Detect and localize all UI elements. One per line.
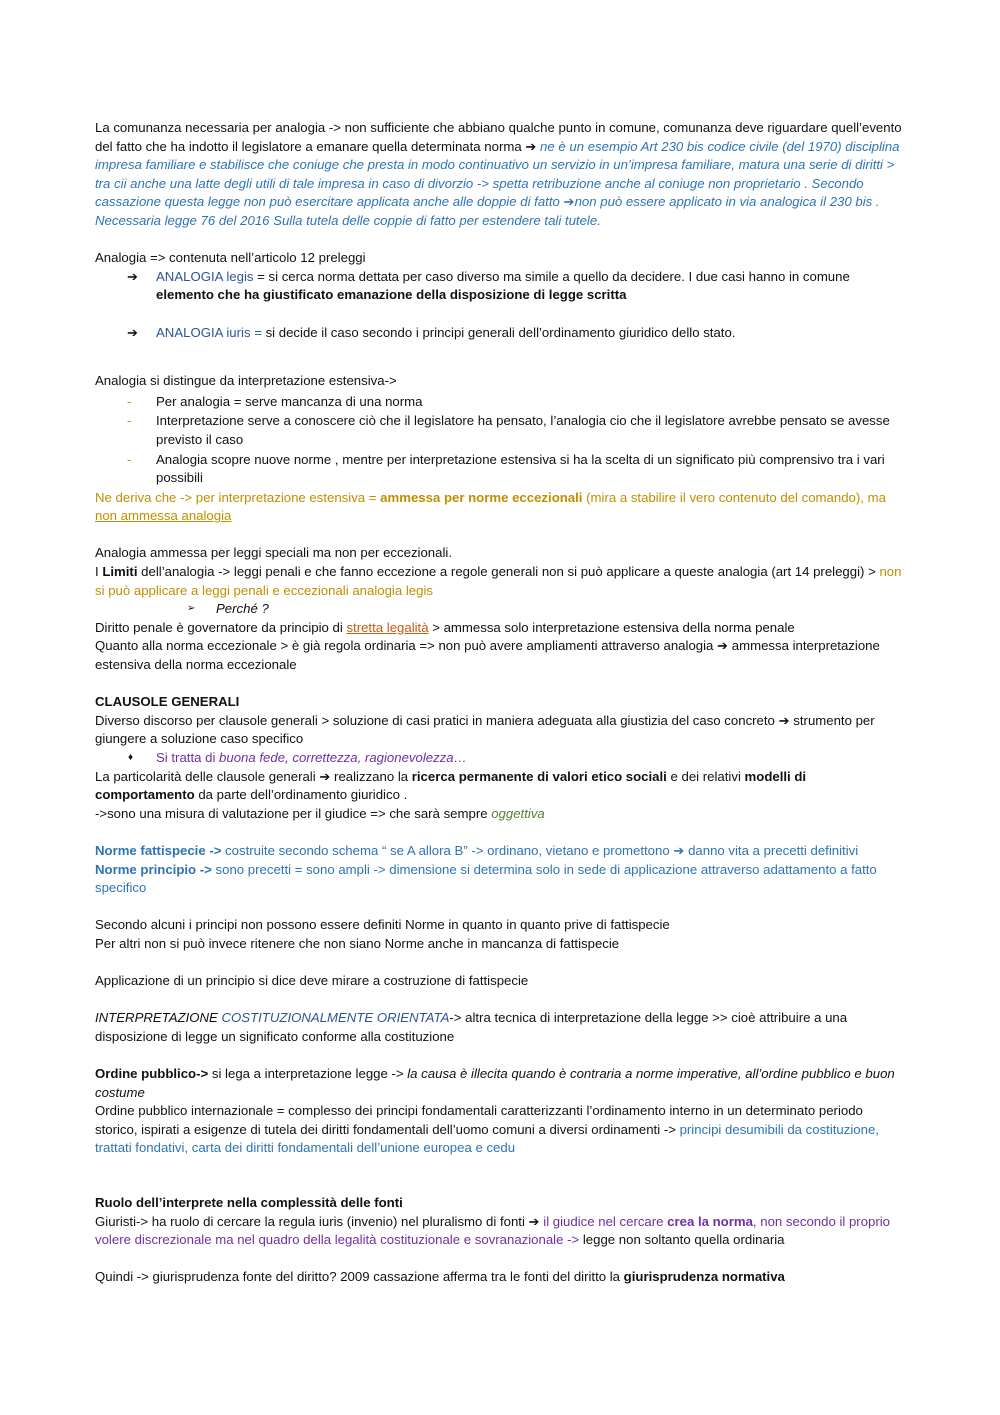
penale-paragraph <box>95 619 907 638</box>
analogia-intro: Analogia => contenuta nell’articolo 12 preleggi <box>95 250 366 266</box>
paragraph-comunanza <box>95 119 907 231</box>
bold-text: crea la norma <box>667 1213 753 1229</box>
applicazione-line: Applicazione di un principio si dice deve mirare a costruzione di fattispecie <box>95 973 529 989</box>
secondo-alcuni-line: Secondo alcuni i principi non possono essere definiti Norme in quanto in quanto prive di fattispecie <box>95 917 670 933</box>
arrowhead-bullet-icon: ➢ <box>187 603 196 615</box>
arrow-icon: ➔ <box>717 638 729 654</box>
example-text: non può essere applicato in via analogica il 230 bis . Necessaria legge 76 del 2016 Sulla tutela delle coppie di fatto per estendere tali tutele. <box>95 194 880 228</box>
text: costruite secondo schema “ se A allora B” -> ordinano, vietano e promettono <box>221 842 674 858</box>
term: ANALOGIA legis <box>156 268 254 284</box>
text: -> altra tecnica di interpretazione della legge >> cioè attribuire a una disposizione di legge un significato conforme alla costituzione <box>95 1010 848 1044</box>
text: legge non soltanto quella ordinaria <box>582 1232 785 1248</box>
diamond-bullet-icon: ♦ <box>128 752 134 763</box>
text: strumento per giungere a soluzione caso specifico <box>95 712 875 747</box>
text: La comunanza necessaria per analogia -> non sufficiente che abbiano qualche punto in comune, comunanza deve riguardare quell’evento del fatto che ha indotto il legislatore a emanare quella determinata norma <box>95 120 902 154</box>
italic-text: buona fede, correttezza, ragionevolezza… <box>219 750 467 765</box>
bold-text: ammessa per norme eccezionali <box>380 489 583 505</box>
interpretazione-paragraph <box>95 1009 907 1046</box>
quindi-paragraph <box>95 1268 907 1287</box>
term: ANALOGIA iuris = <box>156 324 262 340</box>
distingue-intro: Analogia si distingue da interpretazione estensiva-> <box>95 373 397 389</box>
text: , non secondo il proprio volere discrezionale ma nel quadro della legalità costituzionale e sovranazionale -> <box>95 1213 891 1248</box>
highlight-text: non si può applicare a leggi penali e eccezionali analogia legis <box>95 564 902 598</box>
text: Ne deriva che -> per interpretazione estensiva = <box>95 489 381 505</box>
text: si lega a interpretazione legge -> <box>208 1066 408 1082</box>
bold-text: Limiti <box>102 564 138 580</box>
ruolo-paragraph <box>95 1213 907 1250</box>
bold-term: Norme principio -> <box>95 861 212 877</box>
text: dell’analogia -> leggi penali e che fanno eccezione a regole generali non si può applicare a queste analogia (art 14 preleggi) > <box>137 564 880 580</box>
dash-bullet: - <box>127 451 132 467</box>
arrow-icon: ➔ <box>778 712 790 728</box>
limiti-paragraph <box>95 563 907 600</box>
text: Giuristi-> ha ruolo di cercare la regula iuris (invenio) nel pluralismo di fonti <box>95 1213 529 1229</box>
text: ->sono una misura di valutazione per il giudice => che sarà sempre <box>95 805 492 821</box>
text: Perché ? <box>216 601 269 617</box>
text: ammessa interpretazione estensiva della norma eccezionale <box>95 638 880 673</box>
list-item-perche <box>95 600 907 619</box>
text: Interpretazione serve a conoscere ciò che il legislatore ha pensato, l’analogia cio che il legislatore avrebbe pensato se avesse previsto il caso <box>156 413 890 447</box>
bold-term: Norme fattispecie -> <box>95 842 222 858</box>
section-title-clausole <box>95 693 907 712</box>
list-item-buona-fede <box>95 749 907 768</box>
text: Si tratta di <box>156 750 220 765</box>
clausole-paragraph <box>95 712 907 749</box>
document-page <box>95 119 907 1287</box>
conclusion-paragraph <box>95 489 907 526</box>
example-text: ne è un esempio Art 230 bis codice civile (del 1970) disciplina impresa familiare e stabilisce che coniuge che presta in modo continuativo un servizio in un’impresa familiare, matura una serie di diritti > tra cii anche una latte degli utili di tale impresa in caso di divorzio -> spetta retribuzione anche al coniuge non proprietario . Secondo cassazione questa legge non può esercitare applicata anche alle doppie di fatto <box>95 138 900 210</box>
per-altri-line: Per altri non si può invece ritenere che non siano Norme anche in mancanza di fattispecie <box>95 935 620 951</box>
bold-text: modelli di comportamento <box>95 768 807 803</box>
list-item-analogia-iuris <box>95 324 907 343</box>
arrow-icon: ➔ <box>673 842 685 858</box>
ordine-pubblico-paragraph <box>95 1065 907 1102</box>
arrow-icon: ➔ <box>563 194 575 210</box>
text: sono precetti = sono ampli -> dimensione si determina solo in sede di applicazione attraverso adattamento a fatto specifico <box>95 861 877 896</box>
dash-bullet: - <box>127 413 132 429</box>
highlight-text: principi desumibili da costituzione, trattati fondativi, carta dei diritti fondamentali dell’unione europea e cedu <box>95 1121 879 1156</box>
list-item-analogia-legis <box>95 268 907 305</box>
text: il giudice nel cercare <box>539 1213 668 1229</box>
text: Diritto penale è governatore da principio di <box>95 619 347 635</box>
text: Quindi -> giurisprudenza fonte del diritto? 2009 cassazione afferma tra le fonti del diritto la <box>95 1269 624 1285</box>
misura-paragraph <box>95 805 907 824</box>
text: I <box>95 564 103 580</box>
arrow-icon: ➔ <box>127 324 139 340</box>
norme-fattispecie-paragraph <box>95 842 907 861</box>
text: realizzano la <box>330 768 412 784</box>
text: > ammessa solo interpretazione estensiva della norma penale <box>428 619 795 635</box>
text: e dei relativi <box>666 768 745 784</box>
ordine-internazionale-paragraph <box>95 1102 907 1158</box>
heading: CLAUSOLE GENERALI <box>95 694 240 710</box>
text: da parte dell’ordinamento giuridico . <box>194 787 408 803</box>
bold-term: Ordine pubblico-> <box>95 1066 209 1082</box>
norme-principio-paragraph <box>95 861 907 898</box>
dash-bullet: - <box>127 393 132 409</box>
bold-text: giurisprudenza normativa <box>623 1269 785 1285</box>
arrow-icon: ➔ <box>127 268 139 284</box>
underlined-text: non ammessa analogia <box>95 508 232 524</box>
underlined-text: stretta legalità <box>346 619 429 635</box>
heading: Ruolo dell’interprete nella complessità delle fonti <box>95 1195 403 1211</box>
text: (mira a stabilire il vero contenuto del comando), ma <box>582 489 886 505</box>
list-item <box>95 451 907 488</box>
text: si decide il caso secondo i principi generali dell’ordinamento giuridico dello stato. <box>261 324 736 340</box>
text: Analogia scopre nuove norme , mentre per interpretazione estensiva si ha la scelta di un significato più comprensivo tra i vari possibili <box>156 451 885 486</box>
text: Ordine pubblico internazionale = complesso dei principi fondamentali caratterizzanti l’ordinamento interno in un determinato periodo storico, ispirati a esigenze di tutela dei diritti fondamentali dell’uomo comuni a diversi ordinamenti -> <box>95 1103 863 1137</box>
bold-text: ricerca permanente di valori etico sociali <box>411 768 667 784</box>
list-item <box>95 412 907 449</box>
text: La particolarità delle clausole generali <box>95 768 320 784</box>
text: danno vita a precetti definitivi <box>684 842 859 858</box>
text: Diverso discorso per clausole generali > soluzione di casi pratici in maniera adeguata alla giustizia del caso concreto <box>95 712 779 728</box>
italic-text: INTERPRETAZIONE <box>95 1010 222 1026</box>
text: Quanto alla norma eccezionale > è già regola ordinaria => non può avere ampliamenti attraverso analogia <box>95 638 718 654</box>
arrow-icon: ➔ <box>528 1213 540 1229</box>
text: = si cerca norma dettata per caso diverso ma simile a quello da decidere. I due casi hanno in comune <box>253 268 850 284</box>
section-title-ruolo <box>95 1194 907 1213</box>
eccezionale-paragraph <box>95 637 907 674</box>
limiti-line: Analogia ammessa per leggi speciali ma non per eccezionali. <box>95 545 452 561</box>
arrow-icon: ➔ <box>525 138 537 154</box>
list-item <box>95 393 907 412</box>
arrow-icon: ➔ <box>319 768 331 784</box>
italic-text: la causa è illecita quando è contraria a norme imperative, all’ordine pubblico e buon costume <box>95 1066 895 1100</box>
italic-text: oggettiva <box>491 805 545 821</box>
particolarita-paragraph <box>95 768 907 805</box>
italic-text: COSTITUZIONALMENTE ORIENTATA <box>221 1010 450 1026</box>
text: Per analogia = serve mancanza di una norma <box>156 393 423 409</box>
bold-text: elemento che ha giustificato emanazione della disposizione di legge scritta <box>156 287 627 303</box>
